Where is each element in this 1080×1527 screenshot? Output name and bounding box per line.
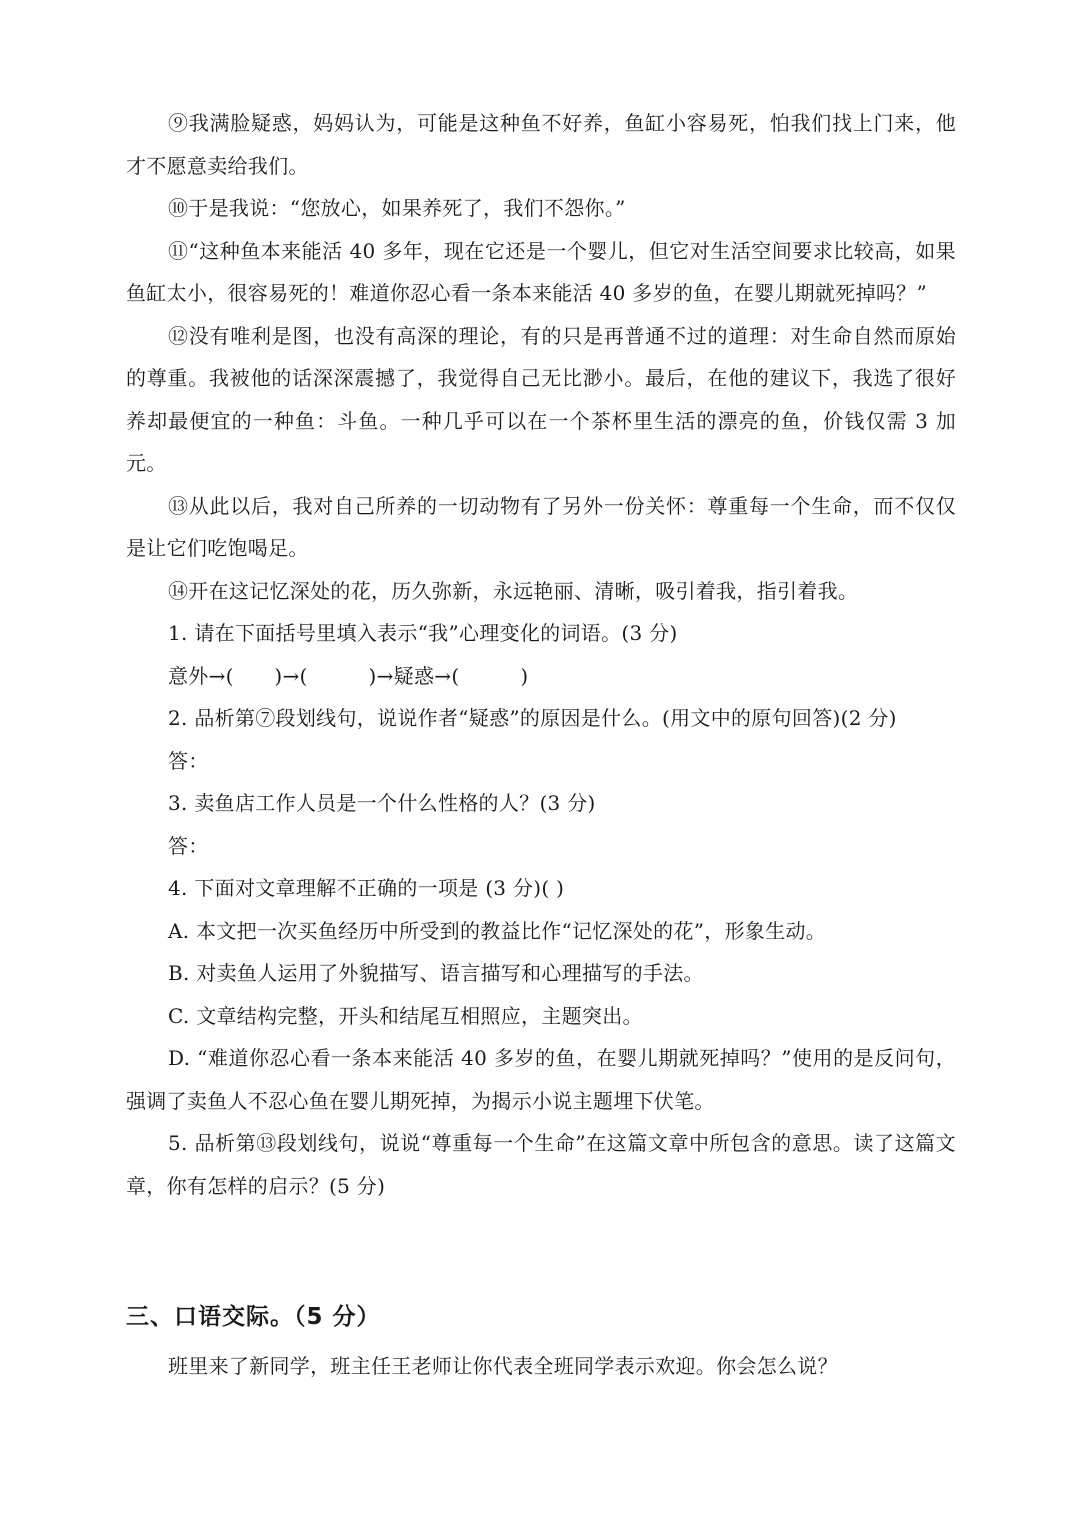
question-4-option-d: D. “难道你忍心看一条本来能活 40 多岁的鱼，在婴儿期就死掉吗？”使用的是反问句，强调了卖鱼人不忍心鱼在婴儿期死掉，为揭示小说主题埋下伏笔。 [126, 1046, 956, 1113]
paragraph-11: ⑪“这种鱼本来能活 40 多年，现在它还是一个婴儿，但它对生活空间要求比较高，如果鱼缸太小，很容易死的！难道你忍心看一条本来能活 40 多岁的鱼，在婴儿期就死掉吗？” [126, 238, 956, 305]
question-1: 1. 请在下面括号里填入表示“我”心理变化的词语。(3 分) [168, 621, 678, 645]
section-3-title: 三、口语交际。（5 分） [126, 1304, 381, 1330]
question-4-option-a: A. 本文把一次买鱼经历中所受到的教益比作“记忆深处的花”，形象生动。 [168, 918, 827, 943]
question-2-answer-label: 答： [168, 748, 209, 773]
question-1-blanks: 意外→( )→( )→疑惑→( ) [168, 663, 529, 688]
question-4-option-b: B. 对卖鱼人运用了外貌描写、语言描写和心理描写的手法。 [168, 961, 704, 985]
document-body [126, 102, 956, 1207]
question-4-option-c: C. 文章结构完整，开头和结尾互相照应，主题突出。 [168, 1003, 643, 1028]
question-5: 5. 品析第⑬段划线句，说说“尊重每一个生命”在这篇文章中所包含的意思。读了这篇文章，你有怎样的启示？(5 分) [126, 1131, 956, 1198]
paragraph-12: ⑫没有唯利是图，也没有高深的理论，有的只是再普通不过的道理：对生命自然而原始的尊重。我被他的话深深震撼了，我觉得自己无比渺小。最后，在他的建议下，我选了很好养却最便宜的一种鱼：斗鱼。一种几乎可以在一个茶杯里生活的漂亮的鱼，价钱仅需 3 加元。 [126, 323, 956, 475]
section-3-prompt: 班里来了新同学，班主任王老师让你代表全班同学表示欢迎。你会怎么说？ [168, 1354, 838, 1378]
paragraph-14: ⑭开在这记忆深处的花，历久弥新，永远艳丽、清晰，吸引着我，指引着我。 [168, 578, 859, 603]
question-3-answer-label: 答： [168, 833, 209, 858]
question-2: 2. 品析第⑦段划线句，说说作者“疑惑”的原因是什么。(用文中的原句回答)(2 分) [168, 706, 897, 730]
question-4: 4. 下面对文章理解不正确的一项是 (3 分)( ) [168, 876, 565, 900]
paragraph-9: ⑨我满脸疑惑，妈妈认为，可能是这种鱼不好养，鱼缸小容易死，怕我们找上门来，他才不愿意卖给我们。 [126, 111, 956, 178]
question-3: 3. 卖鱼店工作人员是一个什么性格的人？(3 分) [168, 791, 596, 815]
paragraph-10: ⑩于是我说：“您放心，如果养死了，我们不怨你。” [168, 196, 626, 220]
paragraph-13: ⑬从此以后，我对自己所养的一切动物有了另外一份关怀：尊重每一个生命，而不仅仅是让它们吃饱喝足。 [126, 493, 956, 560]
